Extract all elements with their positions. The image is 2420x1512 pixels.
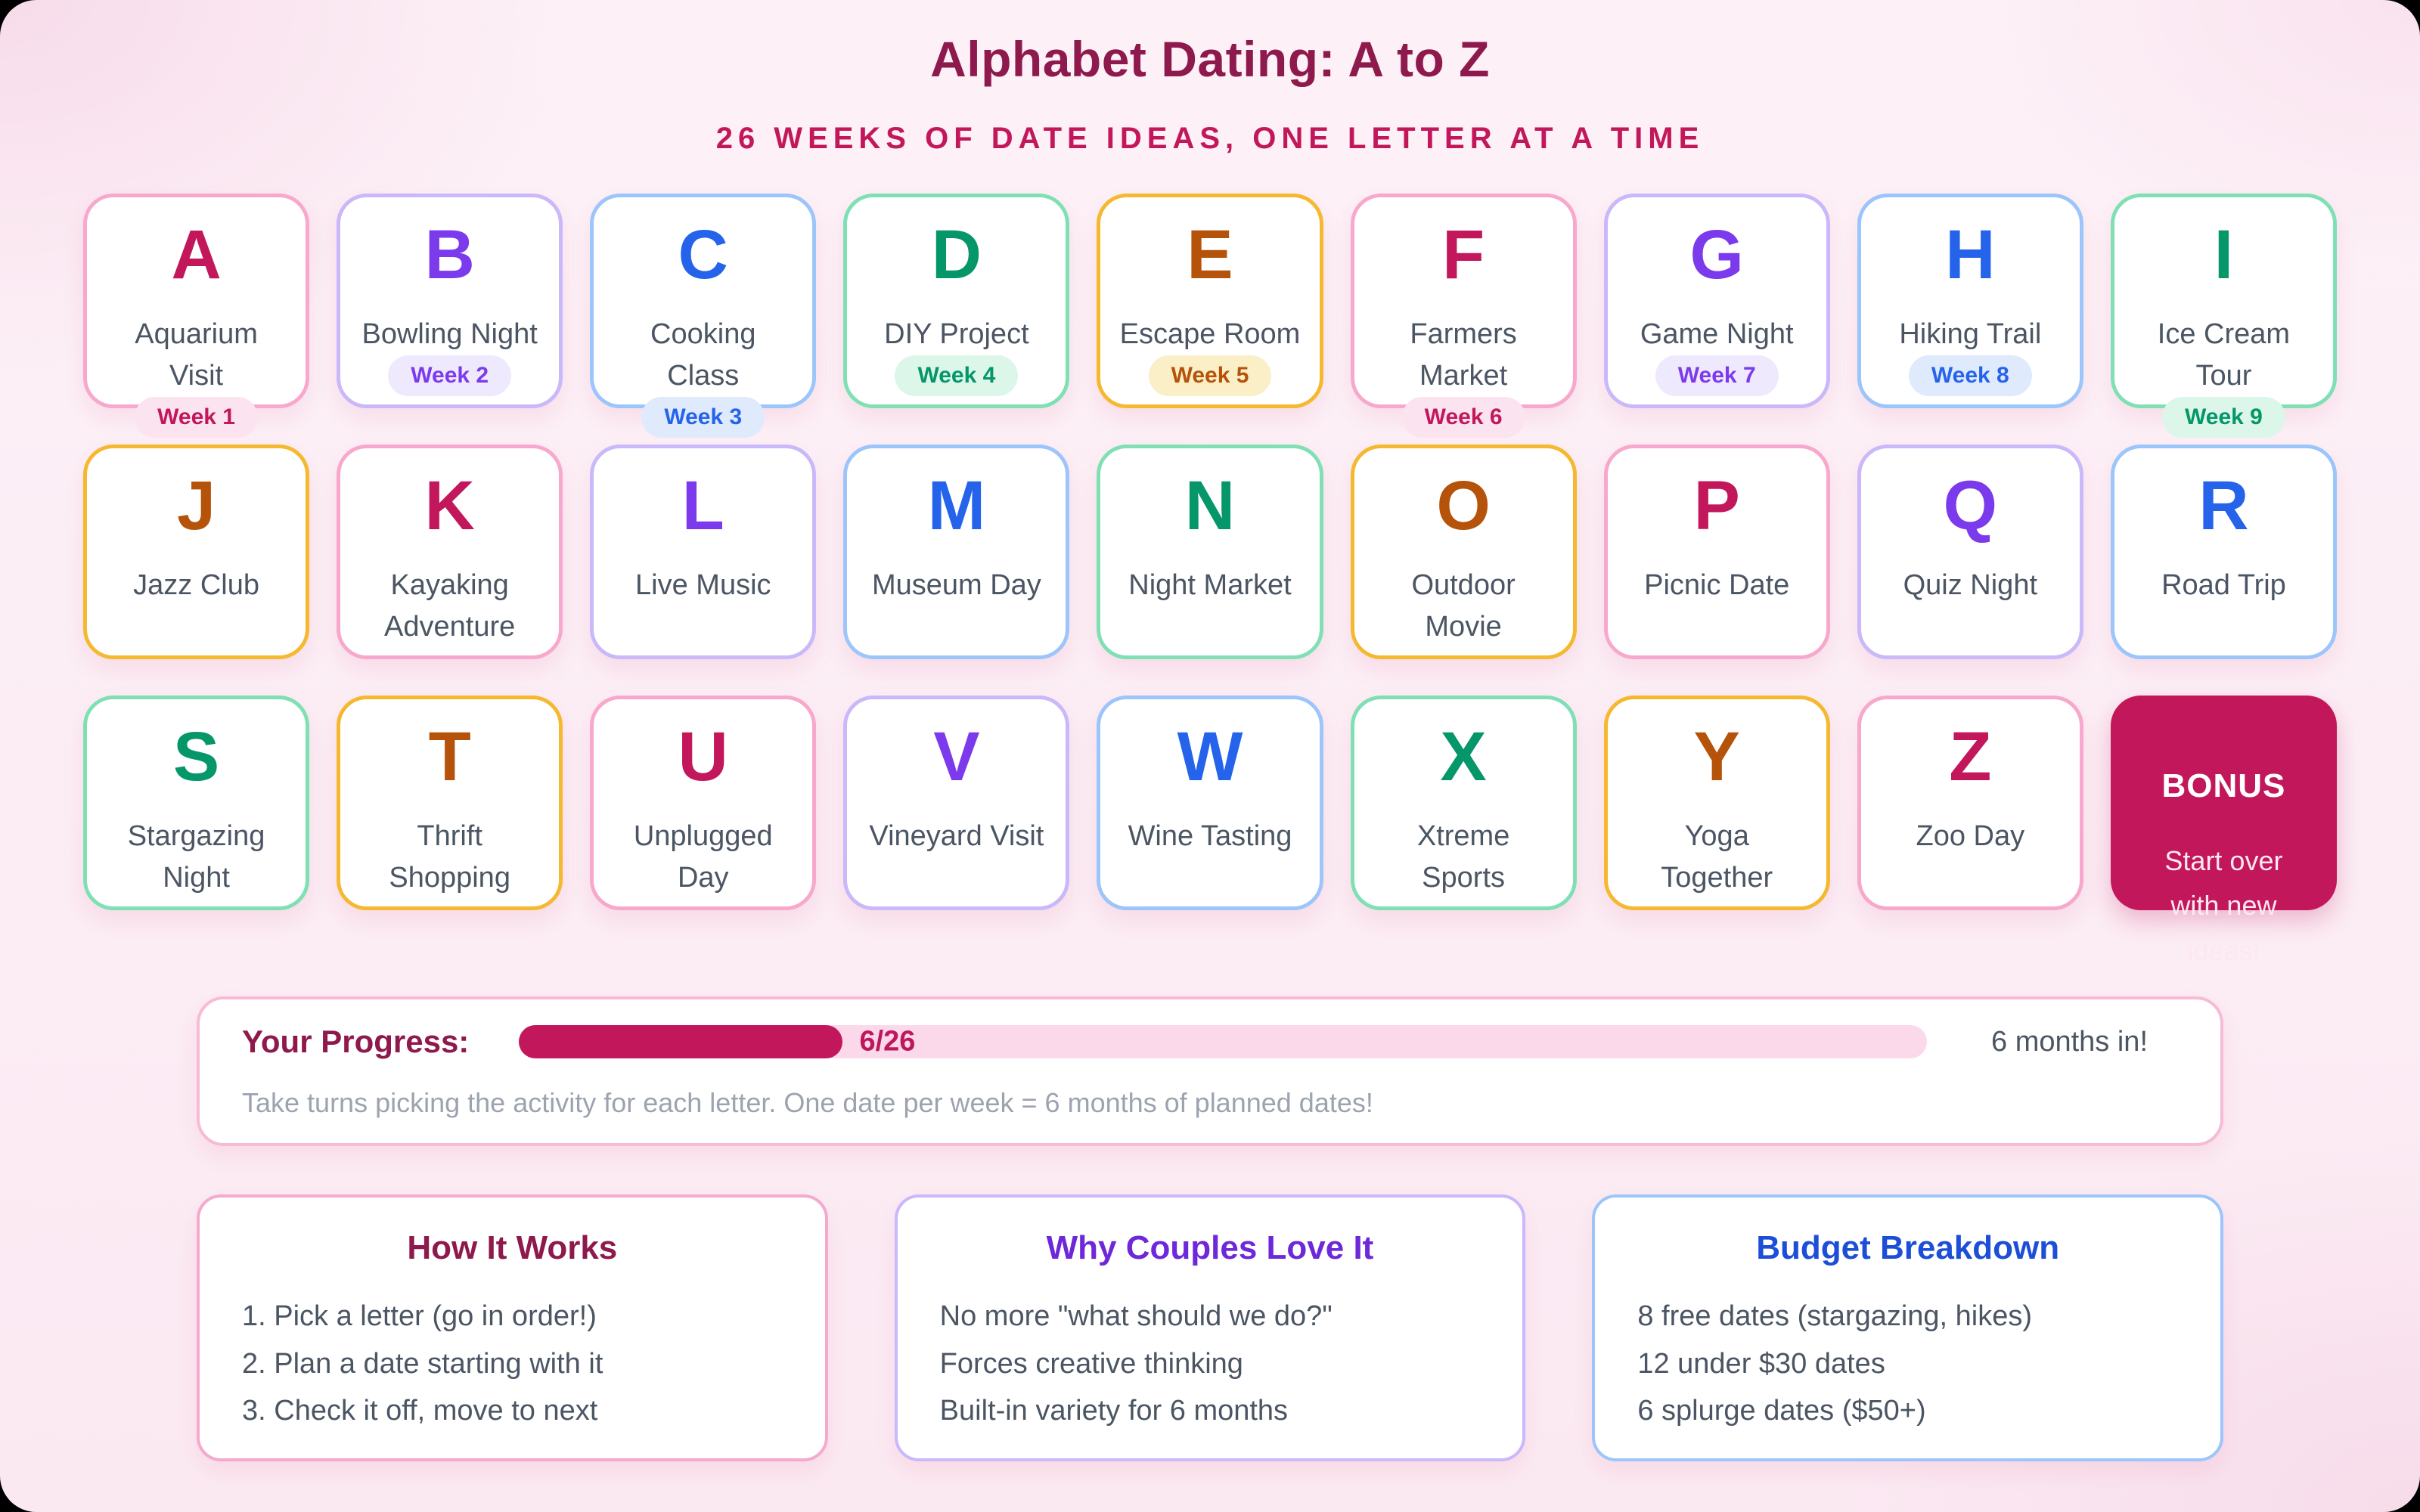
info-card-why-couples-love-it	[895, 1194, 1526, 1461]
info-item: 12 under $30 dates	[1637, 1347, 1885, 1380]
card-activity-name: Jazz Club	[133, 569, 259, 601]
bonus-title: BONUS	[2161, 767, 2286, 804]
letter-card	[83, 445, 309, 659]
letter-card	[337, 194, 563, 408]
card-letter: A	[171, 216, 222, 293]
info-item: No more "what should we do?"	[939, 1300, 1333, 1332]
card-activity-name: Hiking Trail	[1899, 318, 2042, 350]
card-activity-name: Cooking Class	[650, 318, 756, 392]
card-letter: Y	[1693, 718, 1740, 795]
progress-section	[197, 996, 2223, 1146]
card-activity-name: Escape Room	[1119, 318, 1301, 350]
card-activity-name: Stargazing Night	[127, 820, 265, 894]
card-letter: S	[172, 718, 220, 795]
letter-card	[1351, 445, 1577, 659]
info-item: 8 free dates (stargazing, hikes)	[1637, 1300, 2033, 1332]
bonus-card	[2111, 696, 2337, 966]
progress-label: Your Progress:	[242, 1024, 470, 1059]
letter-grid	[83, 194, 2337, 966]
letter-card	[2111, 194, 2337, 430]
week-badge: Week 4	[895, 355, 1018, 396]
letter-card	[337, 696, 563, 910]
card-letter: L	[681, 467, 724, 544]
letter-card	[1857, 194, 2083, 408]
card-activity-name: Aquarium Visit	[135, 318, 258, 392]
card-activity-name: Quiz Night	[1903, 569, 2038, 601]
card-activity-name: Live Music	[635, 569, 771, 601]
progress-bar	[519, 1025, 1927, 1058]
card-activity-name: Thrift Shopping	[389, 820, 510, 894]
letter-card	[1604, 445, 1830, 659]
card-letter: P	[1693, 467, 1740, 544]
letter-card	[1857, 445, 2083, 659]
card-letter: N	[1184, 467, 1236, 544]
info-item: 6 splurge dates ($50+)	[1637, 1395, 1926, 1427]
progress-row	[242, 1024, 2178, 1060]
page-subtitle: 26 WEEKS OF DATE IDEAS, ONE LETTER AT A TIME	[715, 122, 1705, 155]
card-activity-name: Xtreme Sports	[1416, 820, 1510, 894]
card-letter: W	[1177, 718, 1243, 795]
progress-note: 6 months in!	[1991, 1025, 2148, 1058]
bonus-text: Start over with new ideas!	[2164, 845, 2283, 966]
letter-card	[1857, 696, 2083, 910]
week-badge: Week 2	[388, 355, 511, 396]
card-activity-name: Yoga Together	[1661, 820, 1773, 894]
info-item: 1. Pick a letter (go in order!)	[242, 1300, 597, 1332]
page-title: Alphabet Dating: A to Z	[930, 31, 1490, 87]
card-activity-name: Unplugged Day	[633, 820, 773, 894]
card-letter: J	[176, 467, 216, 544]
week-badge: Week 6	[1402, 397, 1525, 438]
card-activity-name: Picnic Date	[1644, 569, 1790, 601]
letter-card	[843, 194, 1069, 408]
info-card-title: How It Works	[407, 1229, 618, 1266]
letter-card	[337, 445, 563, 659]
card-activity-name: Farmers Market	[1410, 318, 1517, 392]
card-letter: K	[424, 467, 475, 544]
info-card-title: Budget Breakdown	[1756, 1229, 2060, 1266]
header	[0, 30, 2420, 156]
card-letter: M	[927, 467, 986, 544]
card-letter: X	[1440, 718, 1487, 795]
week-badge: Week 8	[1909, 355, 2032, 396]
card-activity-name: Road Trip	[2161, 569, 2286, 601]
info-card-list	[940, 1293, 1481, 1435]
letter-card	[83, 696, 309, 910]
letter-card	[1351, 696, 1577, 910]
card-letter: R	[2198, 467, 2249, 544]
card-activity-name: DIY Project	[884, 318, 1029, 350]
progress-description: Take turns picking the activity for each letter. One date per week = 6 months of planned dates!	[242, 1087, 1373, 1118]
card-letter: V	[933, 718, 980, 795]
card-activity-name: Game Night	[1640, 318, 1794, 350]
week-badge: Week 7	[1655, 355, 1779, 396]
letter-card	[843, 445, 1069, 659]
info-card-how-it-works	[197, 1194, 828, 1461]
week-badge: Week 9	[2162, 397, 2285, 438]
letter-card	[1097, 194, 1323, 408]
card-letter: B	[424, 216, 475, 293]
letter-card	[590, 445, 816, 659]
card-activity-name: Ice Cream Tour	[2157, 318, 2291, 392]
letter-card	[1351, 194, 1577, 430]
info-card-list	[242, 1293, 783, 1435]
card-activity-name: Museum Day	[871, 569, 1041, 601]
card-letter: C	[678, 216, 728, 293]
info-card-title: Why Couples Love It	[1046, 1229, 1374, 1266]
card-activity-name: Vineyard Visit	[869, 820, 1044, 852]
info-item: 3. Check it off, move to next	[242, 1395, 598, 1427]
letter-card	[1097, 696, 1323, 910]
card-letter: E	[1187, 216, 1233, 293]
card-activity-name: Wine Tasting	[1128, 820, 1292, 852]
card-letter: O	[1436, 467, 1491, 544]
card-letter: D	[931, 216, 982, 293]
card-letter: I	[2214, 216, 2234, 293]
info-item: 2. Plan a date starting with it	[242, 1347, 603, 1380]
week-badge: Week 1	[135, 397, 258, 438]
letter-card	[1604, 696, 1830, 910]
info-item: Built-in variety for 6 months	[939, 1395, 1289, 1427]
letter-card	[590, 194, 816, 430]
card-letter: U	[678, 718, 728, 795]
card-letter: F	[1442, 216, 1485, 293]
card-letter: Z	[1949, 718, 1992, 795]
card-letter: G	[1689, 216, 1744, 293]
card-activity-name: Bowling Night	[361, 318, 538, 350]
card-activity-name: Kayaking Adventure	[384, 569, 516, 643]
progress-value: 6/26	[859, 1025, 916, 1058]
letter-card	[1097, 445, 1323, 659]
week-badge: Week 3	[641, 397, 765, 438]
letter-card	[2111, 445, 2337, 659]
card-activity-name: Night Market	[1128, 569, 1292, 601]
card-letter: T	[428, 718, 471, 795]
progress-fill	[519, 1025, 842, 1058]
info-cards-row	[197, 1194, 2223, 1461]
letter-card	[1604, 194, 1830, 408]
card-letter: H	[1945, 216, 1996, 293]
info-card-budget-breakdown	[1592, 1194, 2223, 1461]
letter-card	[590, 696, 816, 910]
letter-card	[843, 696, 1069, 910]
week-badge: Week 5	[1149, 355, 1272, 396]
letter-card	[83, 194, 309, 430]
card-activity-name: Zoo Day	[1916, 820, 2025, 852]
info-item: Forces creative thinking	[939, 1347, 1243, 1380]
card-letter: Q	[1943, 467, 1998, 544]
card-activity-name: Outdoor Movie	[1411, 569, 1516, 643]
info-card-list	[1637, 1293, 2178, 1435]
